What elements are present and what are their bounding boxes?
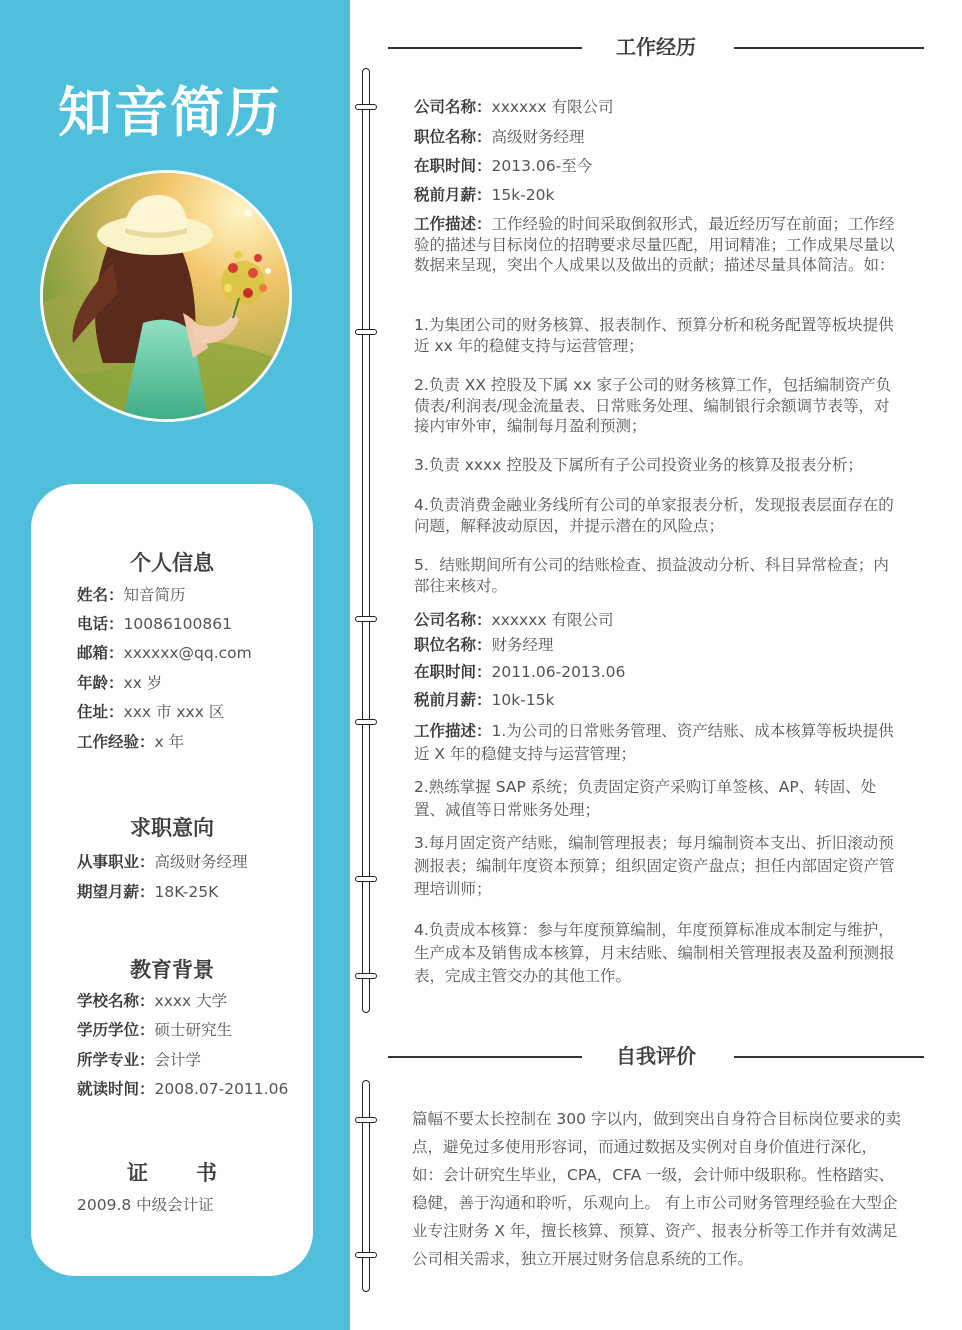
timeline-tick [355, 329, 377, 335]
job2-salary: 税前月薪：10k-15k [414, 691, 555, 709]
info-row: 期望月薪：18K-25K [77, 883, 219, 901]
info-row: 学历学位：硕士研究生 [77, 1021, 233, 1039]
job2-time: 在职时间：2011.06-2013.06 [414, 663, 626, 681]
info-row: 邮箱：xxxxxx@qq.com [77, 644, 252, 662]
self-eval-text: 篇幅不要太长控制在 300 字以内，做到突出自身符合目标岗位要求的卖点，避免过多使用形容词，而通过数据及实例对自身价值进行深化，如：会计研究生毕业，CPA，CFA 一级，会计师中级职称。性格踏实、稳健，善于沟通和聆听，乐观向上。 有上市公司财务管理经验在大型企业专注财务 X 年，擅长核算、预算、资产、报表分析等工作并有效满足公司相关需求，独立开展过财务信息系统的工作。 [412, 1110, 901, 1268]
info-row: 工作经验：x 年 [77, 733, 185, 751]
job1-duty: 4.负责消费金融业务线所有公司的单家报表分析，发现报表层面存在的问题，解释波动原因，并提示潜在的风险点； [414, 496, 894, 535]
job1-duty: 5．结账期间所有公司的结账检查、损益波动分析、科目异常检查；内部往来核对。 [414, 556, 889, 595]
timeline-tick [355, 616, 377, 622]
header-rule [734, 1056, 924, 1058]
timeline-rail [362, 1080, 370, 1292]
job1-position: 职位名称：高级财务经理 [414, 128, 585, 146]
job2-duty: 3.每月固定资产结账，编制管理报表；每月编制资本支出、折旧滚动预测报表；编制年度资本预算；组织固定资产盘点；担任内部固定资产管理培训师； [414, 834, 895, 898]
timeline-tick [355, 973, 377, 979]
self-eval-section-header [388, 1041, 924, 1071]
job2-duty: 2.熟练掌握 SAP 系统；负责固定资产采购订单签核、AP、转固、处置、减值等日常账务处理； [414, 778, 877, 819]
job1-duty: 3.负责 xxxx 控股及下属所有子公司投资业务的核算及报表分析； [414, 456, 863, 474]
job1-company: 公司名称：xxxxxx 有限公司 [414, 98, 614, 116]
work-section-header [388, 32, 924, 62]
timeline-tick [355, 719, 377, 725]
profile-illustration [43, 173, 289, 419]
info-row: 年龄：xx 岁 [77, 674, 163, 692]
job1-salary: 税前月薪：15k-20k [414, 186, 555, 204]
brand-title: 知音简历 [58, 81, 282, 144]
info-card [31, 484, 313, 1276]
job2-description: 工作描述：1.为公司的日常账务管理、资产结账、成本核算等板块提供近 X 年的稳健支持与运营管理； [414, 722, 894, 763]
info-row: 从事职业：高级财务经理 [77, 853, 248, 871]
job2-duty: 4.负责成本核算：参与年度预算编制，年度预算标准成本制定与维护，生产成本及销售成本核算，月末结账、编制相关管理报表及盈利预测报表，完成主管交办的其他工作。 [414, 921, 895, 985]
sidebar [0, 0, 350, 1330]
info-row: 姓名：知音简历 [77, 586, 186, 604]
job1-description: 工作描述：工作经验的时间采取倒叙形式，最近经历写在前面；工作经验的描述与目标岗位的招聘要求尽量匹配，用词精准；工作成果尽量以数据来呈现，突出个人成果以及做出的贡献；描述尽量具体简洁。如： [414, 215, 895, 274]
info-row: 住址：xxx 市 xxx 区 [77, 703, 225, 721]
job-intent-title: 求职意向 [130, 816, 214, 840]
timeline-rail [362, 68, 370, 1013]
personal-info-title: 个人信息 [130, 551, 214, 575]
education-title: 教育背景 [130, 958, 214, 982]
job1-time: 在职时间：2013.06-至今 [414, 157, 593, 175]
header-rule [734, 47, 924, 49]
profile-photo [40, 170, 292, 422]
job1-duty: 2.负责 XX 控股及下属 xx 家子公司的财务核算工作，包括编制资产负债表/利润表/现金流量表、日常账务处理、编制银行余额调节表等，对接内审外审，编制每月盈利预测； [414, 376, 892, 435]
info-row: 就读时间：2008.07-2011.06 [77, 1080, 289, 1098]
header-rule [388, 1056, 582, 1058]
timeline-tick [355, 104, 377, 110]
info-row: 所学专业：会计学 [77, 1051, 202, 1069]
work-section-title: 工作经历 [616, 35, 696, 59]
info-row: 学校名称：xxxx 大学 [77, 992, 228, 1010]
self-eval-title: 自我评价 [616, 1044, 696, 1068]
main-content [350, 0, 962, 1330]
header-rule [388, 47, 582, 49]
job2-position: 职位名称：财务经理 [414, 636, 554, 654]
certificate-title: 证 书 [127, 1161, 217, 1185]
job2-company: 公司名称：xxxxxx 有限公司 [414, 611, 614, 629]
timeline-tick [355, 1117, 377, 1123]
timeline-tick [355, 1252, 377, 1258]
timeline-tick [355, 876, 377, 882]
certificate-item: 2009.8 中级会计证 [77, 1196, 214, 1214]
job1-duty: 1.为集团公司的财务核算、报表制作、预算分析和税务配置等板块提供近 xx 年的稳健支持与运营管理； [414, 316, 894, 355]
info-row: 电话：10086100861 [77, 615, 232, 633]
